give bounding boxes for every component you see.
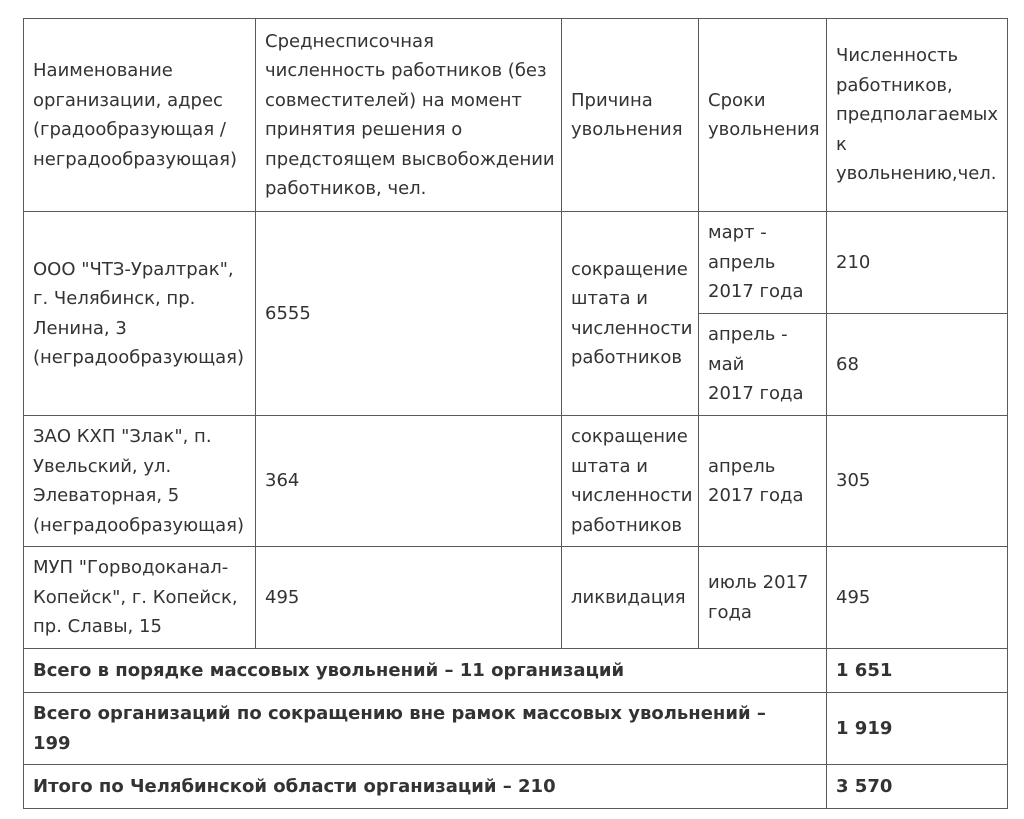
grand-total-row (24, 765, 1008, 809)
count-cell: 210 (827, 212, 1008, 314)
grand-total-value: 3 570 (827, 765, 1008, 809)
table-row (24, 416, 1008, 547)
total-value: 1 651 (827, 649, 1008, 693)
term-cell: апрель 2017 года (699, 416, 827, 547)
avg-headcount-cell: 495 (256, 547, 562, 649)
header-reason: Причина увольнения (562, 19, 699, 212)
header-terms: Сроки увольнения (699, 19, 827, 212)
table-row (24, 212, 1008, 314)
table-row (24, 547, 1008, 649)
header-avg-headcount: Среднесписочная численность работников (без совместителей) на момент принятия решения о предстоящем высвобождении работников, чел. (256, 19, 562, 212)
avg-headcount-cell: 6555 (256, 212, 562, 416)
grand-total-label: Итого по Челябинской области организаций – 210 (24, 765, 827, 809)
layoffs-table (23, 18, 1008, 809)
total-row (24, 693, 1008, 765)
total-label: Всего в порядке массовых увольнений – 11 организаций (24, 649, 827, 693)
term-cell: июль 2017 года (699, 547, 827, 649)
total-label: Всего организаций по сокращению вне рамок массовых увольнений – 199 (24, 693, 827, 765)
header-org: Наименование организации, адрес (градообразующая / неградообразующая) (24, 19, 256, 212)
total-value: 1 919 (827, 693, 1008, 765)
org-cell: ЗАО КХП "Злак", п. Увельский, ул. Элеваторная, 5 (неградообразующая) (24, 416, 256, 547)
reason-cell: сокращение штата и численности работников (562, 416, 699, 547)
total-row (24, 649, 1008, 693)
count-cell: 68 (827, 314, 1008, 416)
term-cell: март - апрель 2017 года (699, 212, 827, 314)
avg-headcount-cell: 364 (256, 416, 562, 547)
count-cell: 305 (827, 416, 1008, 547)
term-cell: апрель - май 2017 года (699, 314, 827, 416)
header-layoff-count: Численность работников, предполагаемых к увольнению,чел. (827, 19, 1008, 212)
count-cell: 495 (827, 547, 1008, 649)
reason-cell: сокращение штата и численности работников (562, 212, 699, 416)
org-cell: ООО "ЧТЗ-Уралтрак", г. Челябинск, пр. Ленина, 3 (неградообразующая) (24, 212, 256, 416)
org-cell: МУП "Горводоканал- Копейск", г. Копейск, пр. Славы, 15 (24, 547, 256, 649)
reason-cell: ликвидация (562, 547, 699, 649)
header-row (24, 19, 1008, 212)
